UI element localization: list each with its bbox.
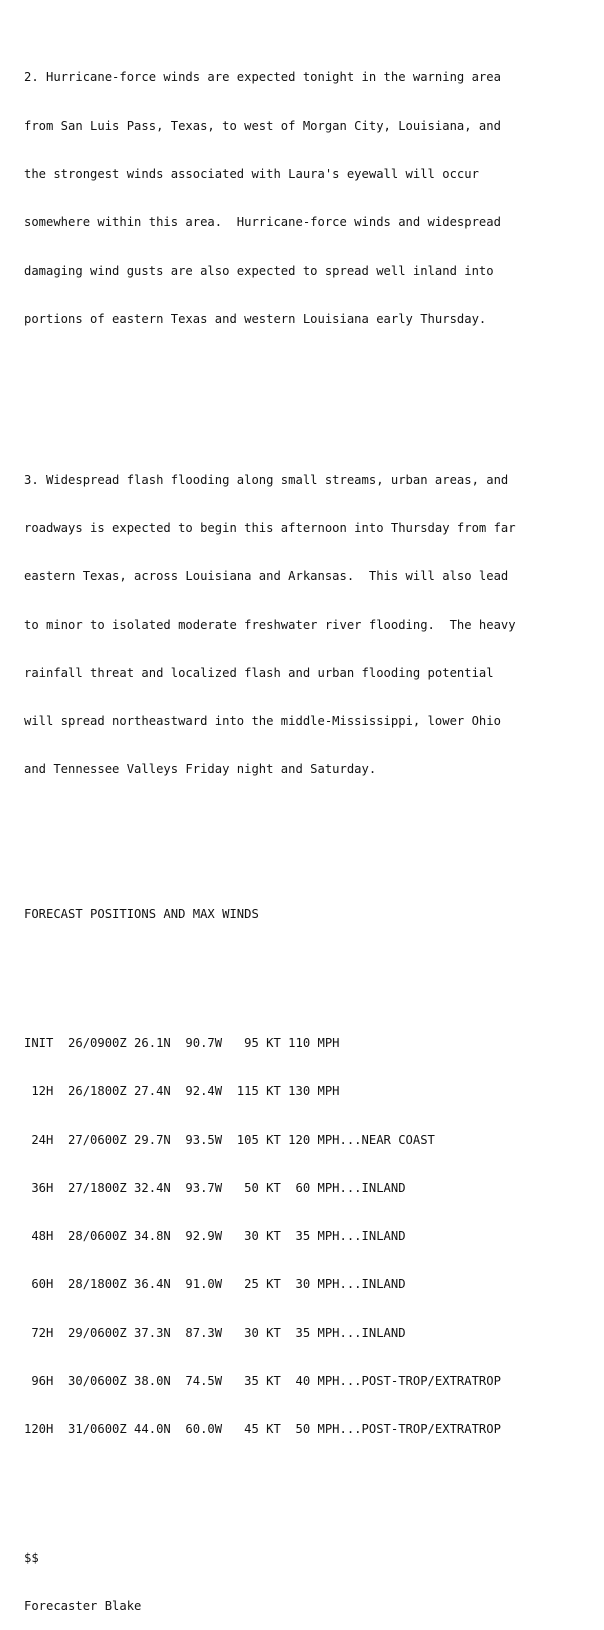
forecast-row: 60H 28/1800Z 36.4N 91.0W 25 KT 30 MPH...INLAND [24, 1277, 406, 1292]
paragraph-2-line: 2. Hurricane-force winds are expected tonight in the warning area [24, 70, 501, 85]
forecast-row: 36H 27/1800Z 32.4N 93.7W 50 KT 60 MPH...INLAND [24, 1180, 406, 1195]
paragraph-2-line: from San Luis Pass, Texas, to west of Morgan City, Louisiana, and [24, 118, 501, 133]
paragraph-3 [24, 440, 600, 810]
forecast-heading: FORECAST POSITIONS AND MAX WINDS [24, 907, 259, 922]
paragraph-2-line: portions of eastern Texas and western Louisiana early Thursday. [24, 311, 487, 326]
paragraph-2-line: the strongest winds associated with Laura's eyewall will occur [24, 166, 479, 181]
paragraph-2-line: damaging wind gusts are also expected to spread well inland into [24, 263, 494, 278]
forecast-row: 24H 27/0600Z 29.7N 93.5W 105 KT 120 MPH...NEAR COAST [24, 1132, 435, 1147]
paragraph-3-line: rainfall threat and localized flash and urban flooding potential [24, 665, 494, 680]
forecast-row: 48H 28/0600Z 34.8N 92.9W 30 KT 35 MPH...INLAND [24, 1229, 406, 1244]
forecast-table [24, 1003, 600, 1470]
paragraph-3-line: eastern Texas, across Louisiana and Arkansas. This will also lead [24, 569, 509, 584]
forecast-row: 96H 30/0600Z 38.0N 74.5W 35 KT 40 MPH...POST-TROP/EXTRATROP [24, 1373, 501, 1388]
paragraph-2-line: somewhere within this area. Hurricane-force winds and widespread [24, 215, 501, 230]
end-marker: $$ [24, 1551, 39, 1565]
forecast-row: 12H 26/1800Z 27.4N 92.4W 115 KT 130 MPH [24, 1084, 340, 1099]
forecast-row: 72H 29/0600Z 37.3N 87.3W 30 KT 35 MPH...INLAND [24, 1325, 406, 1340]
paragraph-3-line: 3. Widespread flash flooding along small streams, urban areas, and [24, 472, 509, 487]
paragraph-3-line: to minor to isolated moderate freshwater river flooding. The heavy [24, 617, 516, 632]
paragraph-3-line: will spread northeastward into the middle-Mississippi, lower Ohio [24, 714, 501, 729]
forecast-row: INIT 26/0900Z 26.1N 90.7W 95 KT 110 MPH [24, 1036, 340, 1050]
advisory-text [24, 5, 600, 1630]
paragraph-2 [24, 37, 600, 359]
paragraph-3-line: and Tennessee Valleys Friday night and Saturday. [24, 762, 377, 777]
paragraph-3-line: roadways is expected to begin this afternoon into Thursday from far [24, 521, 516, 535]
forecast-row: 120H 31/0600Z 44.0N 60.0W 45 KT 50 MPH...POST-TROP/EXTRATROP [24, 1422, 501, 1437]
forecaster-signature: Forecaster Blake [24, 1599, 142, 1614]
